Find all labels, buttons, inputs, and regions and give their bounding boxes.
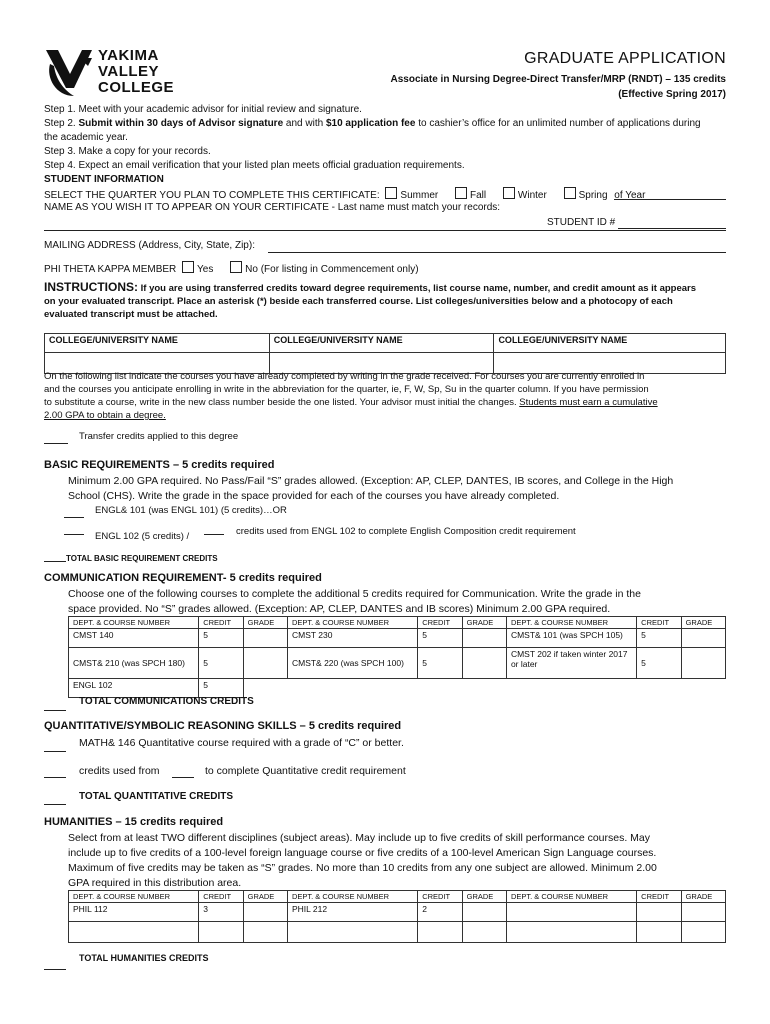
course-cell: PHIL 112 bbox=[69, 903, 199, 922]
list-instructions bbox=[44, 370, 658, 422]
step-2-rest: to cashier’s office for an unlimited number of applications during bbox=[415, 118, 701, 129]
grade-cell[interactable] bbox=[681, 903, 725, 922]
instructions-line-1 bbox=[44, 281, 696, 295]
comm-total-field[interactable] bbox=[44, 710, 66, 711]
quarter-row bbox=[44, 187, 645, 202]
instructions-line-3: evaluated transcript must be attached. bbox=[44, 309, 218, 320]
course-cell[interactable] bbox=[287, 922, 417, 943]
course-cell[interactable] bbox=[506, 903, 636, 922]
quant-used-label-2: to complete Quantitative credit requirement bbox=[205, 765, 406, 777]
grade-cell[interactable] bbox=[462, 629, 506, 648]
comm-total-label: TOTAL COMMUNICATIONS CREDITS bbox=[79, 696, 254, 707]
engl102-credits-used-label: credits used from ENGL 102 to complete English Composition credit requirement bbox=[236, 526, 576, 537]
course-cell: CMST 202 if taken winter 2017 or later bbox=[506, 648, 636, 679]
college-col-3: COLLEGE/UNIVERSITY NAME bbox=[494, 334, 726, 353]
comm-header-dept-2: DEPT. & COURSE NUMBER bbox=[287, 617, 417, 629]
transfer-credits-label: Transfer credits applied to this degree bbox=[79, 431, 239, 442]
credit-cell: 5 bbox=[199, 648, 243, 679]
mailing-address-field[interactable] bbox=[268, 252, 726, 253]
comm-header-dept-3: DEPT. & COURSE NUMBER bbox=[506, 617, 636, 629]
quant-total-label: TOTAL QUANTITATIVE CREDITS bbox=[79, 791, 234, 802]
list-instructions-4: 2.00 GPA to obtain a degree. bbox=[44, 410, 166, 421]
grade-cell[interactable] bbox=[462, 922, 506, 943]
winter-checkbox[interactable] bbox=[503, 187, 515, 199]
college-table bbox=[44, 333, 726, 374]
comm-header-credit-2: CREDIT bbox=[418, 617, 462, 629]
engl102-grade-field[interactable] bbox=[64, 534, 84, 535]
college-name-line2: VALLEY bbox=[98, 63, 160, 80]
credit-cell: 5 bbox=[418, 629, 462, 648]
college-logo bbox=[44, 44, 174, 100]
grade-cell[interactable] bbox=[681, 922, 725, 943]
table-row bbox=[69, 679, 726, 698]
page-title: GRADUATE APPLICATION bbox=[524, 50, 726, 67]
college-name-line3: COLLEGE bbox=[98, 79, 175, 96]
credit-cell[interactable] bbox=[637, 922, 681, 943]
empty-cell bbox=[418, 679, 462, 698]
engl102-label: ENGL 102 (5 credits) / bbox=[95, 531, 190, 542]
instructions-label: INSTRUCTIONS: bbox=[44, 280, 138, 294]
college-name-line1: YAKIMA bbox=[98, 47, 159, 64]
hum-total-label: TOTAL HUMANITIES CREDITS bbox=[79, 953, 209, 963]
credit-cell: 2 bbox=[418, 903, 462, 922]
comm-desc-1: Choose one of the following courses to complete the additional 5 credits required for Communication. Write the grade in the bbox=[68, 588, 641, 600]
credit-cell: 5 bbox=[199, 629, 243, 648]
step-2-fee: $10 application fee bbox=[325, 118, 416, 129]
course-cell: CMST 140 bbox=[69, 629, 199, 648]
student-info-heading: STUDENT INFORMATION bbox=[44, 174, 164, 185]
course-cell: PHIL 212 bbox=[287, 903, 417, 922]
math146-label: MATH& 146 Quantitative course required with a grade of “C” or better. bbox=[79, 737, 404, 749]
engl101-label: ENGL& 101 (was ENGL 101) (5 credits)…OR bbox=[95, 505, 287, 516]
quant-used-label: credits used from bbox=[79, 765, 160, 777]
step-2 bbox=[44, 117, 701, 130]
comm-header-grade-3: GRADE bbox=[681, 617, 725, 629]
credit-cell[interactable] bbox=[418, 922, 462, 943]
list-instructions-2: and the courses you anticipate enrolling in write in the abbreviation for the quarter, ie, F, W, Sp, Su in the quarter column. If you have permission bbox=[44, 384, 649, 395]
basic-desc-1: Minimum 2.00 GPA required. No Pass/Fail “S” grades allowed. (Exception: AP, CLEP, DANTES, IB scores, and College in the High bbox=[68, 475, 674, 487]
course-cell: CMST& 210 (was SPCH 180) bbox=[69, 648, 199, 679]
instructions-text-1: If you are using transferred credits toward degree requirements, list course name, number, and credit amount as it appears bbox=[138, 283, 697, 294]
basic-total-label: TOTAL BASIC REQUIREMENT CREDITS bbox=[66, 554, 218, 563]
quant-total-field[interactable] bbox=[44, 804, 66, 805]
fall-checkbox[interactable] bbox=[455, 187, 467, 199]
hum-header-dept-3: DEPT. & COURSE NUMBER bbox=[506, 891, 636, 903]
course-cell: ENGL 102 bbox=[69, 679, 199, 698]
comm-course-table bbox=[68, 616, 726, 698]
effective-date: (Effective Spring 2017) bbox=[618, 89, 726, 100]
basic-desc-2: School (CHS). Write the grade in the space provided for each of the courses you have already completed. bbox=[68, 490, 560, 502]
quarter-prompt: SELECT THE QUARTER YOU PLAN TO COMPLETE THIS CERTIFICATE: bbox=[44, 190, 380, 201]
spring-label: Spring bbox=[578, 190, 608, 201]
hum-header-dept-2: DEPT. & COURSE NUMBER bbox=[287, 891, 417, 903]
course-cell[interactable] bbox=[69, 922, 199, 943]
step-2-prefix: Step 2. bbox=[44, 118, 79, 129]
grade-cell[interactable] bbox=[462, 648, 506, 679]
comm-header-dept-1: DEPT. & COURSE NUMBER bbox=[69, 617, 199, 629]
basic-heading: BASIC REQUIREMENTS – 5 credits required bbox=[44, 459, 275, 471]
step-4: Step 4. Expect an email verification that your listed plan meets official graduation requirements. bbox=[44, 160, 465, 171]
hum-course-table bbox=[68, 890, 726, 943]
credit-cell[interactable] bbox=[637, 903, 681, 922]
course-cell[interactable] bbox=[506, 922, 636, 943]
hum-header-grade-3: GRADE bbox=[681, 891, 725, 903]
transfer-credits-field[interactable] bbox=[44, 443, 68, 444]
student-id-field[interactable] bbox=[618, 228, 726, 229]
college-col-2: COLLEGE/UNIVERSITY NAME bbox=[269, 334, 494, 353]
basic-total-field[interactable] bbox=[44, 561, 66, 562]
ptk-label: PHI THETA KAPPA MEMBER bbox=[44, 264, 177, 275]
mailing-label: MAILING ADDRESS (Address, City, State, Zip): bbox=[44, 240, 255, 251]
course-cell: CMST& 220 (was SPCH 100) bbox=[287, 648, 417, 679]
step-3: Step 3. Make a copy for your records. bbox=[44, 146, 211, 157]
grade-cell[interactable] bbox=[681, 648, 725, 679]
hum-header-grade-1: GRADE bbox=[243, 891, 287, 903]
of-year-label: of Year bbox=[614, 190, 646, 201]
step-1: Step 1. Meet with your academic advisor for initial review and signature. bbox=[44, 104, 362, 115]
list-instructions-3 bbox=[44, 396, 658, 409]
comm-header-credit-1: CREDIT bbox=[199, 617, 243, 629]
ptk-no-checkbox[interactable] bbox=[230, 261, 242, 273]
list-instructions-1: On the following list indicate the courses you have already completed by writing in the grade received. For courses you are currently enrolled in bbox=[44, 371, 645, 382]
fall-label: Fall bbox=[470, 190, 487, 201]
hum-desc-3: Maximum of five credits may be taken as “S” grades. No more than 10 credits from any one subject are allowed. Minimum 2.00 bbox=[68, 862, 657, 874]
empty-cell bbox=[243, 679, 287, 698]
ptk-no-label: No (For listing in Commencement only) bbox=[245, 264, 419, 275]
hum-desc-2: include up to five credits of a 100-level foreign language course or five credits of a 100-level American Sign Language courses. bbox=[68, 847, 657, 859]
grade-cell[interactable] bbox=[462, 903, 506, 922]
winter-label: Winter bbox=[517, 190, 547, 201]
table-row bbox=[69, 648, 726, 679]
hum-header-credit-2: CREDIT bbox=[418, 891, 462, 903]
quant-heading: QUANTITATIVE/SYMBOLIC REASONING SKILLS – 5 credits required bbox=[44, 720, 402, 732]
year-field[interactable] bbox=[614, 199, 726, 200]
course-cell: CMST& 101 (was SPCH 105) bbox=[506, 629, 636, 648]
engl102-credits-field[interactable] bbox=[204, 534, 224, 535]
summer-label: Summer bbox=[400, 190, 439, 201]
step-2-continued: the academic year. bbox=[44, 132, 128, 143]
summer-checkbox[interactable] bbox=[385, 187, 397, 199]
credit-cell: 5 bbox=[637, 648, 681, 679]
step-2-deadline: Submit within 30 days of Advisor signature bbox=[78, 118, 284, 129]
credit-cell: 5 bbox=[418, 648, 462, 679]
spring-checkbox[interactable] bbox=[564, 187, 576, 199]
ptk-yes-checkbox[interactable] bbox=[182, 261, 194, 273]
empty-cell bbox=[637, 679, 681, 698]
program-title: Associate in Nursing Degree-Direct Transfer/MRP (RNDT) – 135 credits bbox=[390, 74, 726, 85]
ptk-yes-label: Yes bbox=[197, 264, 214, 275]
empty-cell bbox=[681, 679, 725, 698]
college-logo-mark bbox=[44, 44, 94, 100]
instructions-line-2: on your evaluated transcript. Place an asterisk (*) beside each transferred course. List colleges/universities below and a photocopy of each bbox=[44, 296, 673, 307]
comm-heading: COMMUNICATION REQUIREMENT- 5 credits required bbox=[44, 572, 322, 584]
quant-course-field[interactable] bbox=[172, 777, 194, 778]
hum-header-credit-3: CREDIT bbox=[637, 891, 681, 903]
step-2-and: and with bbox=[283, 118, 326, 129]
hum-header-dept-1: DEPT. & COURSE NUMBER bbox=[69, 891, 199, 903]
name-prompt: NAME AS YOU WISH IT TO APPEAR ON YOUR CERTIFICATE - Last name must match your records: bbox=[44, 202, 501, 213]
hum-desc-4: GPA required in this distribution area. bbox=[68, 877, 242, 889]
grade-cell[interactable] bbox=[243, 922, 287, 943]
empty-cell bbox=[287, 679, 417, 698]
table-row bbox=[69, 922, 726, 943]
student-id-label: STUDENT ID # bbox=[547, 217, 616, 228]
grade-cell[interactable] bbox=[243, 903, 287, 922]
hum-heading: HUMANITIES – 15 credits required bbox=[44, 816, 224, 828]
college-col-1: COLLEGE/UNIVERSITY NAME bbox=[45, 334, 270, 353]
comm-header-grade-1: GRADE bbox=[243, 617, 287, 629]
hum-total-field[interactable] bbox=[44, 969, 66, 970]
credit-cell[interactable] bbox=[199, 922, 243, 943]
empty-cell bbox=[506, 679, 636, 698]
name-field[interactable] bbox=[44, 230, 726, 231]
credit-cell: 5 bbox=[199, 679, 243, 698]
grade-cell[interactable] bbox=[243, 648, 287, 679]
hum-header-credit-1: CREDIT bbox=[199, 891, 243, 903]
comm-desc-2: space provided. No “S” grades allowed. (Exception: AP, CLEP, DANTES and IB scores) Minimum 2.00 GPA required. bbox=[68, 603, 611, 615]
table-row bbox=[69, 903, 726, 922]
math146-grade-field[interactable] bbox=[44, 751, 66, 752]
list-instructions-3a: to substitute a course, write in the new class number beside the one listed. Your advisor must initial the changes. bbox=[44, 397, 520, 408]
grade-cell[interactable] bbox=[243, 629, 287, 648]
table-row bbox=[69, 629, 726, 648]
comm-header-grade-2: GRADE bbox=[462, 617, 506, 629]
grade-cell[interactable] bbox=[681, 629, 725, 648]
engl101-grade-field[interactable] bbox=[64, 517, 84, 518]
hum-header-grade-2: GRADE bbox=[462, 891, 506, 903]
quant-credits-field[interactable] bbox=[44, 777, 66, 778]
empty-cell bbox=[462, 679, 506, 698]
course-cell: CMST 230 bbox=[287, 629, 417, 648]
comm-header-credit-3: CREDIT bbox=[637, 617, 681, 629]
credit-cell: 5 bbox=[637, 629, 681, 648]
ptk-row bbox=[44, 261, 419, 276]
gpa-requirement-underlined: Students must earn a cumulative bbox=[519, 397, 658, 408]
hum-desc-1: Select from at least TWO different disciplines (subject areas). May include up to five credits of skill performance courses. May bbox=[68, 832, 651, 844]
credit-cell: 3 bbox=[199, 903, 243, 922]
